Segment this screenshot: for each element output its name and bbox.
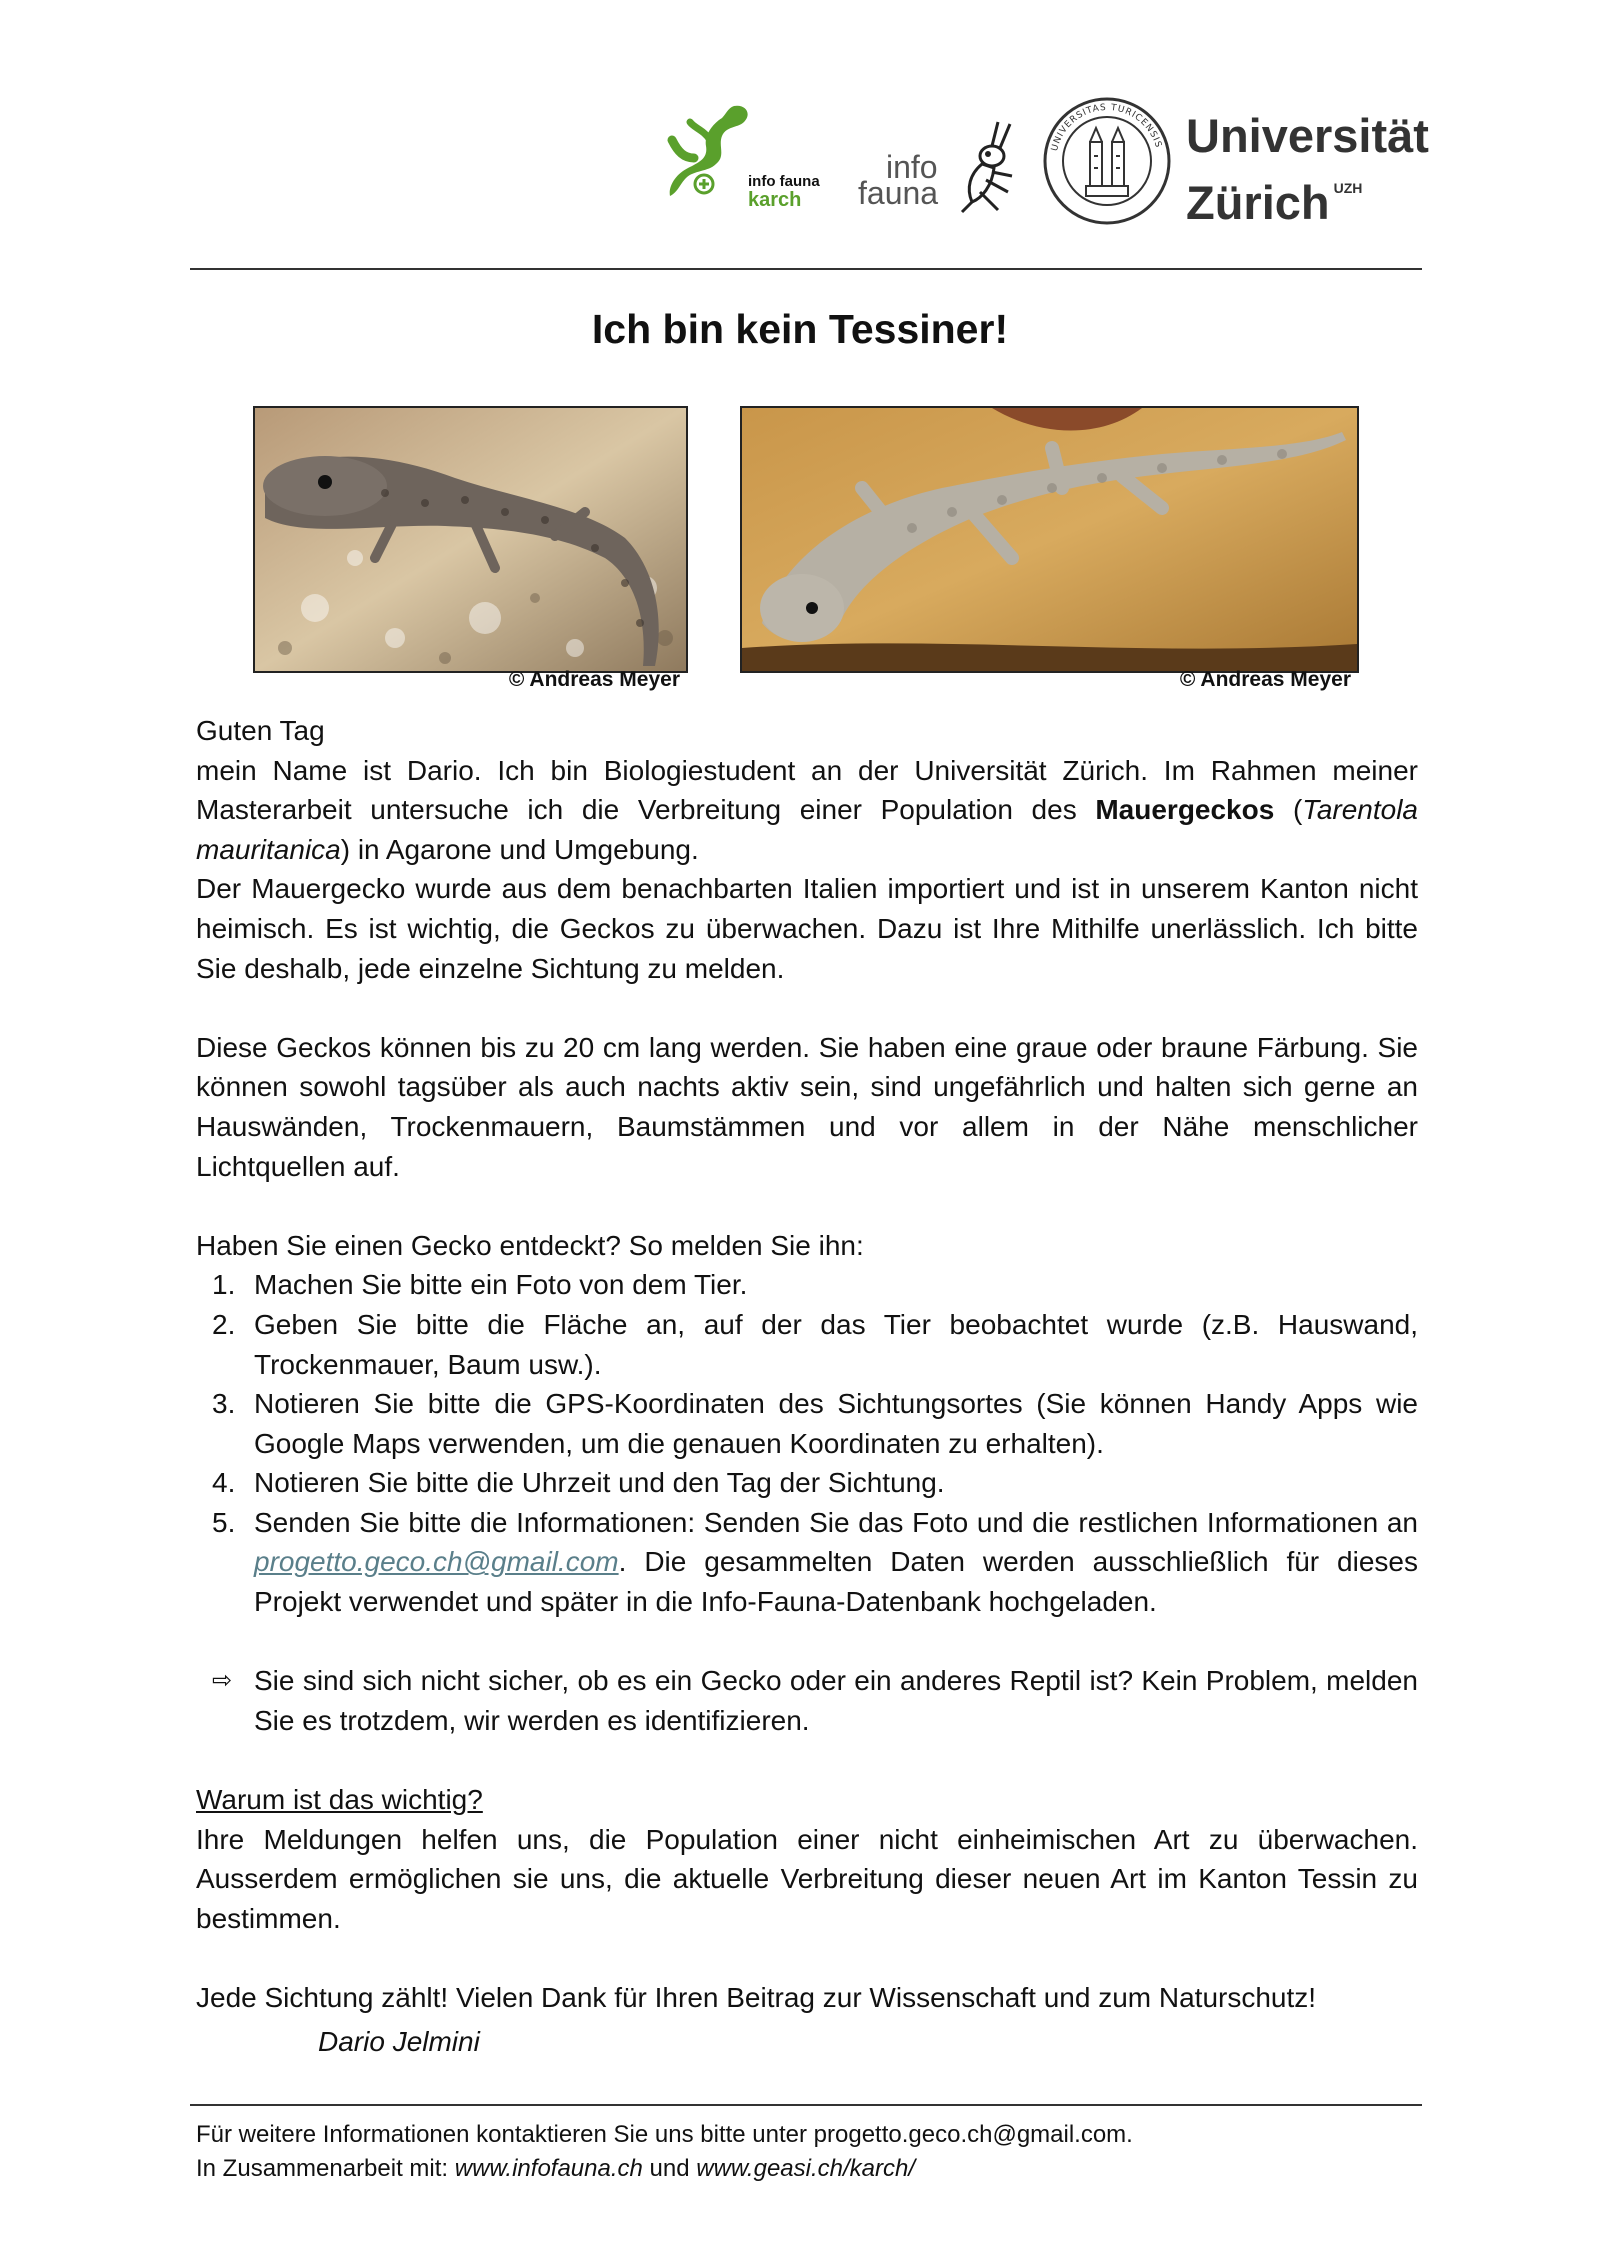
why-heading: Warum ist das wichtig? — [196, 1784, 483, 1816]
footer-partners — [196, 2152, 1418, 2186]
closing-line: Jede Sichtung zählt! Vielen Dank für Ihren Beitrag zur Wissenschaft und zum Naturschutz! — [196, 1982, 1317, 2013]
footer — [196, 2118, 1418, 2186]
intro-text-c: ) in Agarone und Umgebung. — [340, 833, 699, 865]
list-item — [196, 1503, 1418, 1622]
why-paragraph: Ihre Meldungen helfen uns, die Population einer nicht einheimischen Art zu überwachen. Ausserdem ermöglichen sie uns, die aktuelle Verbreitung dieser neuen Art im Kanton Tessin zu bestimmen. — [196, 1823, 1418, 1934]
header-divider — [190, 268, 1422, 270]
step-text: Notieren Sie bitte die Uhrzeit und den Tag der Sichtung. — [254, 1467, 945, 1499]
lizard-icon — [664, 100, 754, 200]
step-number: 2. — [212, 1308, 236, 1340]
signature: Dario Jelmini — [318, 2025, 480, 2057]
step5-text-a: Senden Sie bitte die Informationen: Senden Sie das Foto und die restlichen Informationen an — [254, 1506, 1418, 1538]
email-link[interactable]: progetto.geco.ch@gmail.com — [254, 1546, 619, 1578]
uzh-name-line1: Universität — [1186, 109, 1429, 162]
step-number: 4. — [212, 1467, 236, 1499]
footer-contact: Für weitere Informationen kontaktieren Sie uns bitte unter progetto.geco.ch@gmail.com. — [196, 2121, 1133, 2148]
gecko-photo-left — [253, 406, 688, 673]
step-text: Geben Sie bitte die Fläche an, auf der das Tier beobachtet wurde (z.B. Hauswand, Trockenmauer, Baum usw.). — [254, 1308, 1418, 1380]
list-item — [196, 1305, 1418, 1384]
step5-text-b: . Die gesammelten Daten werden ausschließlich für dieses Projekt verwendet und später in die Info-Fauna-Datenbank hochgeladen. — [254, 1546, 1418, 1618]
import-paragraph: Der Mauergecko wurde aus dem benachbarten Italien importiert und ist in unserem Kanton nicht heimisch. Es ist wichtig, die Geckos zu überwachen. Dazu ist Ihre Mithilfe unerlässlich. Ich bitte Sie deshalb, jede einzelne Sichtung zu melden. — [196, 873, 1418, 984]
note-item — [196, 1661, 1418, 1740]
uzh-seal-text: UNIVERSITAS TURICENSIS — [1049, 102, 1164, 153]
list-item — [196, 1384, 1418, 1463]
uzh-wordmark — [1186, 110, 1429, 229]
gecko-photo-right — [740, 406, 1359, 673]
species-common-name: Mauergeckos — [1095, 794, 1275, 826]
step-text: Machen Sie bitte ein Foto von dem Tier. — [254, 1269, 748, 1301]
species-latin-name: Tarentola mauritanica — [196, 794, 1418, 865]
uzh-seal-icon — [1042, 96, 1172, 226]
footer-partners-label: In Zusammenarbeit mit: — [196, 2155, 455, 2182]
arrow-right-icon: ⇨ — [212, 1667, 233, 1695]
steps-intro: Haben Sie einen Gecko entdeckt? So melden Sie ihn: — [196, 1229, 864, 1261]
infofauna-logo — [852, 112, 1022, 212]
footer-divider — [190, 2104, 1422, 2106]
letter-body — [196, 711, 1418, 2061]
uzh-superscript: UZH — [1333, 180, 1363, 196]
steps-list — [196, 1265, 1418, 1621]
intro-text-a: mein Name ist Dario. Ich bin Biologiestudent an der Universität Zürich. Im Rahmen meiner Masterarbeit untersuche ich die Verbreitung einer Population des — [196, 754, 1418, 826]
greeting: Guten Tag — [196, 715, 325, 746]
karch-logo-text — [748, 174, 820, 210]
karch-link[interactable]: www.geasi.ch/karch/ — [696, 2155, 916, 2182]
karch-logo — [664, 100, 824, 216]
insect-icon — [952, 118, 1024, 214]
footer-and: und — [642, 2155, 697, 2182]
step-number: 1. — [212, 1269, 236, 1301]
page-title: Ich bin kein Tessiner! — [591, 306, 1009, 352]
uzh-name-line2: Zürich — [1186, 176, 1330, 229]
photo-credit-left: © Andreas Meyer — [508, 668, 680, 691]
intro-text-b: ( — [1274, 794, 1303, 826]
photo-credit-right: © Andreas Meyer — [1179, 668, 1351, 691]
step-text: Notieren Sie bitte die GPS-Koordinaten des Sichtungsortes (Sie können Handy Apps wie Google Maps verwenden, um die genauen Koordinaten zu erhalten). — [254, 1388, 1418, 1459]
infofauna-logo-line2: fauna — [858, 175, 939, 211]
step-number: 5. — [212, 1506, 236, 1538]
step-number: 3. — [212, 1388, 236, 1420]
karch-logo-line2: karch — [748, 189, 802, 211]
note-text: Sie sind sich nicht sicher, ob es ein Gecko oder ein anderes Reptil ist? Kein Problem, melden Sie es trotzdem, wir werden es identifizieren. — [254, 1665, 1418, 1736]
intro-paragraph — [196, 751, 1418, 870]
infofauna-link[interactable]: www.infofauna.ch — [454, 2155, 643, 2182]
list-item — [196, 1265, 1418, 1305]
description-paragraph: Diese Geckos können bis zu 20 cm lang werden. Sie haben eine graue oder braune Färbung. Sie können sowohl tagsüber als auch nachts aktiv sein, sind ungefährlich und halten sich gerne an Hauswänden, Trockenmauern, Baumstämmen und vor allem in der Nähe menschlicher Lichtquellen auf. — [196, 1031, 1418, 1182]
infofauna-logo-line1: info — [886, 149, 938, 185]
karch-logo-line1: info fauna — [748, 173, 820, 190]
list-item — [196, 1463, 1418, 1503]
